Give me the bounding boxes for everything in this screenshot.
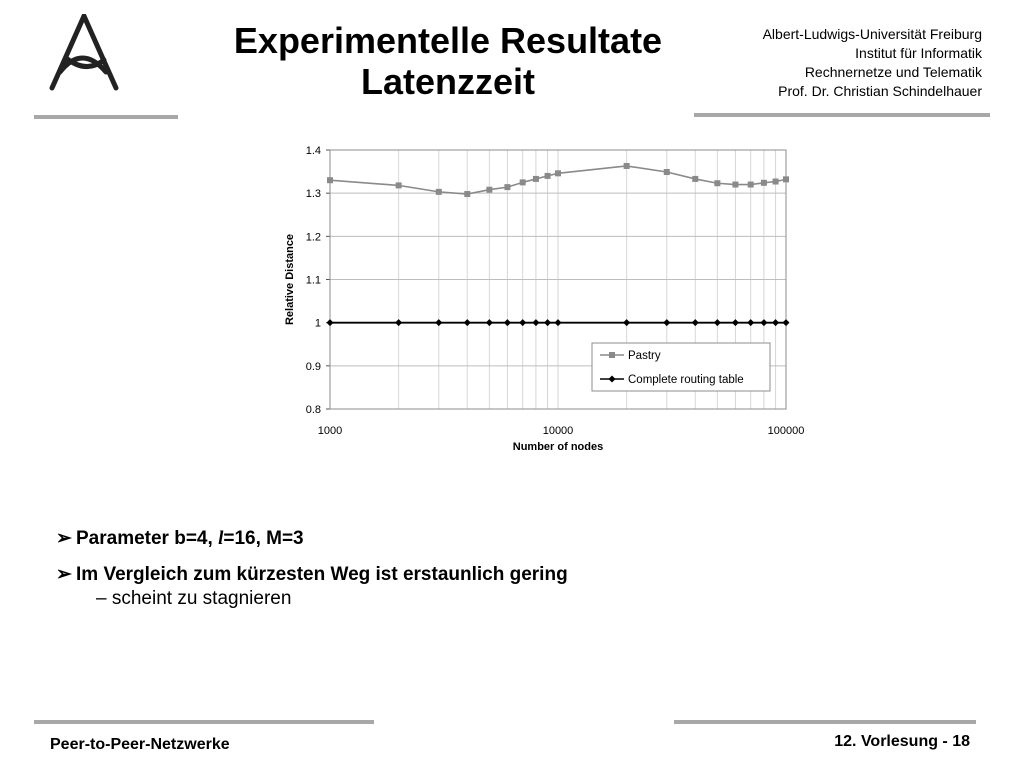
footer-page: 12. Vorlesung - 18: [834, 733, 970, 750]
data-point-pastry: [464, 191, 470, 197]
arrow-bullet-icon: ➢: [56, 564, 72, 585]
data-point-pastry: [555, 170, 561, 176]
footer-rule-right: [674, 720, 976, 724]
institution-block: [763, 25, 982, 101]
y-tick-label: 1: [314, 317, 321, 330]
header-rule-right: [694, 113, 990, 117]
data-point-pastry: [664, 169, 670, 175]
data-point-routing-table: [783, 319, 790, 326]
data-point-pastry: [692, 176, 698, 182]
data-point-routing-table: [532, 319, 539, 326]
data-point-routing-table: [327, 319, 334, 326]
data-point-pastry: [436, 189, 442, 195]
footer-course: Peer-to-Peer-Netzwerke: [50, 736, 230, 753]
title-line-1: Experimentelle Resultate: [233, 20, 663, 61]
university-logo: [44, 14, 124, 94]
data-point-routing-table: [747, 319, 754, 326]
y-tick-label: 1.1: [305, 274, 321, 287]
x-tick-label: 1000: [317, 425, 343, 437]
institution-line-4: Prof. Dr. Christian Schindelhauer: [778, 83, 982, 99]
x-tick-label: 100000: [767, 425, 805, 437]
y-tick-label: 0.9: [305, 360, 321, 373]
data-point-routing-table: [663, 319, 670, 326]
institution-line-3: Rechnernetze und Telematik: [804, 64, 982, 80]
data-point-pastry: [396, 182, 402, 188]
header-rule-left: [34, 115, 178, 119]
y-tick-label: 1.2: [305, 231, 321, 244]
data-point-pastry: [520, 179, 526, 185]
data-point-pastry: [504, 184, 510, 190]
data-point-pastry: [761, 180, 767, 186]
data-point-routing-table: [772, 319, 779, 326]
y-tick-label: 0.8: [305, 404, 321, 416]
bullet-parameters-symbol: l: [218, 528, 224, 549]
sub-bullet-stagnate: – scheint zu stagnieren: [96, 588, 292, 609]
data-point-routing-table: [486, 319, 493, 326]
y-tick-label: 1.4: [305, 145, 321, 157]
x-axis-title: Number of nodes: [512, 441, 604, 453]
data-point-pastry: [624, 163, 630, 169]
data-point-routing-table: [395, 319, 402, 326]
data-point-pastry: [748, 182, 754, 188]
data-point-routing-table: [464, 319, 471, 326]
data-point-routing-table: [692, 319, 699, 326]
data-point-pastry: [732, 182, 738, 188]
data-point-routing-table: [555, 319, 562, 326]
y-axis-title: Relative Distance: [284, 233, 296, 326]
data-point-routing-table: [623, 319, 630, 326]
institution-line-1: Albert-Ludwigs-Universität Freiburg: [762, 26, 982, 42]
bullet-parameters: [56, 527, 568, 563]
legend-marker-pastry: [609, 352, 615, 358]
data-point-routing-table: [760, 319, 767, 326]
legend-label: Complete routing table: [628, 374, 744, 386]
arrow-bullet-icon: ➢: [56, 528, 72, 549]
data-point-routing-table: [504, 319, 511, 326]
latency-chart: [276, 138, 816, 458]
data-point-pastry: [327, 177, 333, 183]
data-point-pastry: [783, 176, 789, 182]
data-point-pastry: [533, 176, 539, 182]
data-point-routing-table: [544, 319, 551, 326]
bullet-list: [56, 527, 568, 611]
data-point-pastry: [714, 180, 720, 186]
bullet-parameters-suffix: =16, M=3: [223, 528, 304, 549]
slide-title: [200, 20, 696, 102]
footer-rule-left: [34, 720, 374, 724]
x-tick-label: 10000: [542, 425, 574, 437]
data-point-routing-table: [435, 319, 442, 326]
title-line-2: Latenzzeit: [360, 61, 536, 102]
y-tick-label: 1.3: [305, 188, 321, 201]
legend-label: Pastry: [628, 350, 661, 362]
data-point-pastry: [486, 187, 492, 193]
bullet-comparison-text: Im Vergleich zum kürzesten Weg ist erstaunlich gering: [76, 564, 568, 585]
data-point-pastry: [545, 173, 551, 179]
data-point-routing-table: [732, 319, 739, 326]
institution-line-2: Institut für Informatik: [855, 45, 982, 61]
data-point-routing-table: [714, 319, 721, 326]
bullet-parameters-prefix: Parameter b=4,: [76, 528, 219, 549]
data-point-pastry: [773, 179, 779, 185]
data-point-routing-table: [519, 319, 526, 326]
